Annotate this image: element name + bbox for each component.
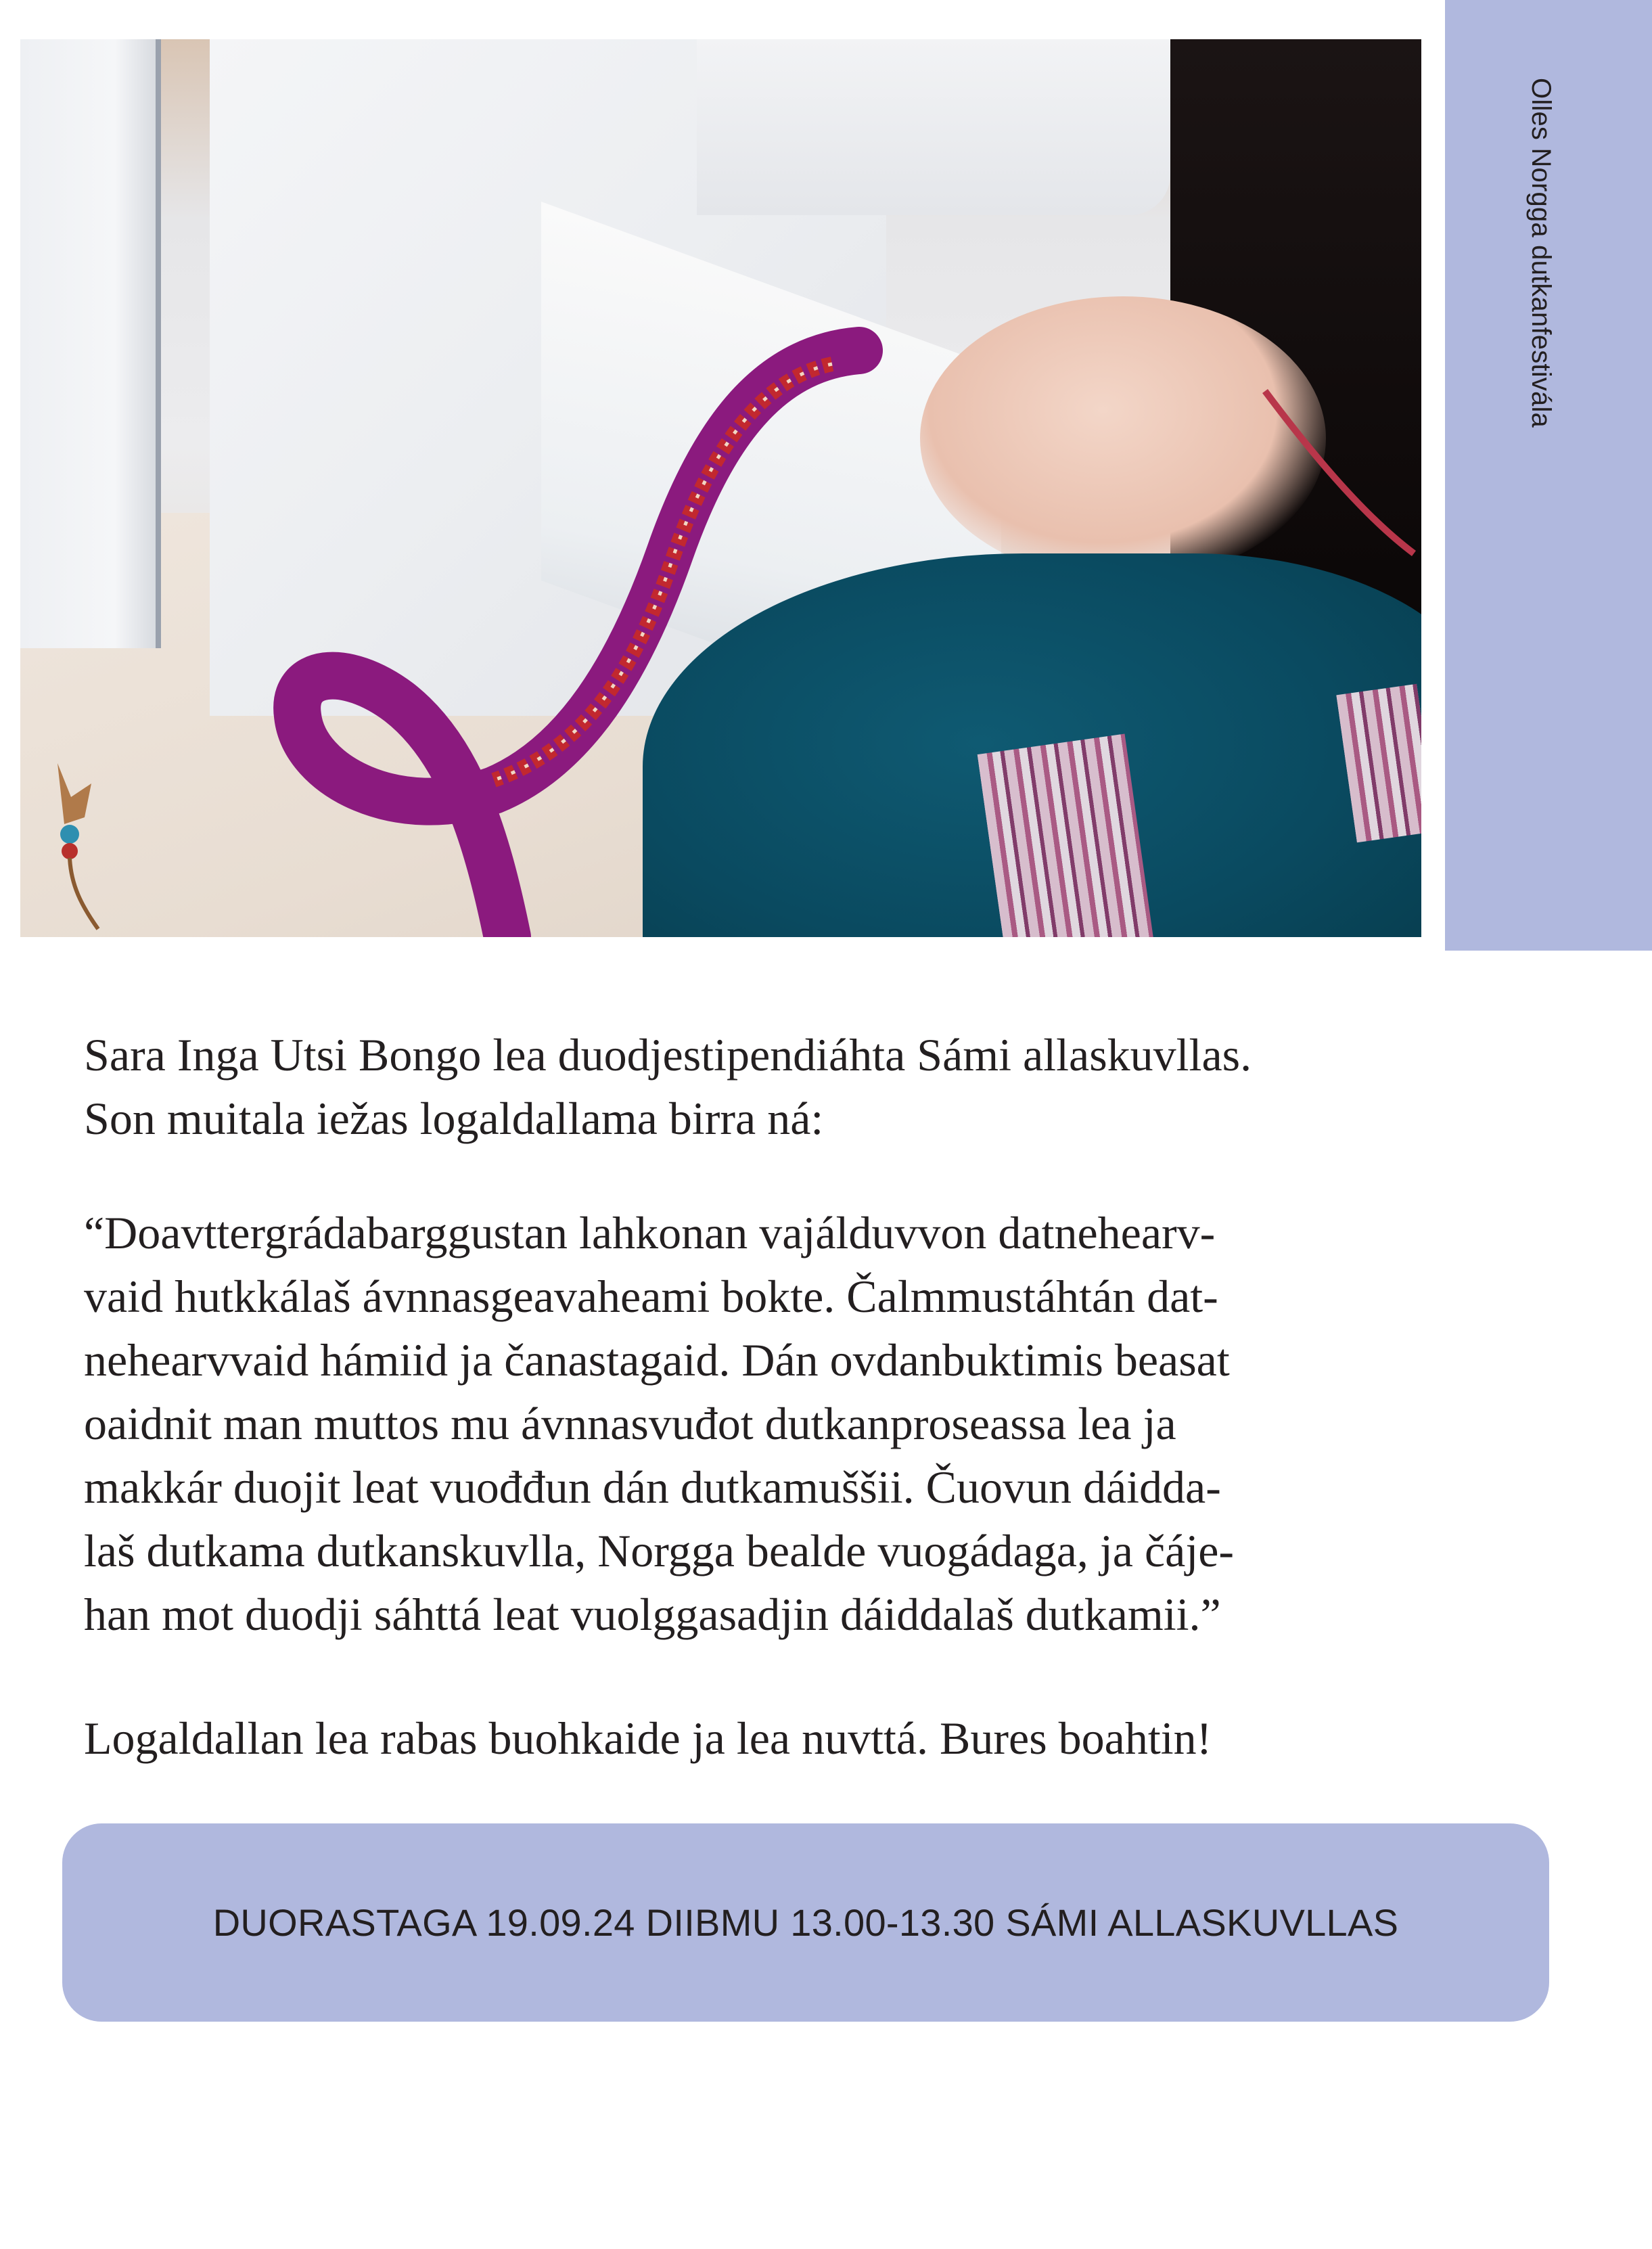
quote-line: laš dutkama dutkanskuvlla, Norgga bealde vuogádaga, ja čáje- [84,1525,1235,1576]
quote-line: nehearvvaid hámiid ja čanastagaid. Dán ovdanbuktimis beasat [84,1334,1230,1386]
quote-line: han mot duodji sáhttá leat vuolggasadjin dáiddalaš dutkamii.” [84,1589,1221,1640]
quote-paragraph [84,1201,1477,1646]
intro-line: Son muitala iežas logaldallama birra ná: [84,1093,824,1144]
closing-line: Logaldallan lea rabas buohkaide ja lea nuvttá. Bures boahtin! [84,1712,1212,1764]
photo-purple-ribbon [20,39,1421,937]
closing-paragraph [84,1706,1477,1770]
quote-line: makkár duojit leat vuođđun dán dutkamuššii. Čuovun dáidda- [84,1461,1221,1513]
quote-line: vaid hutkkálaš ávnnasgeavaheami bokte. Čalmmustáhtán dat- [84,1271,1218,1322]
photo-leather-charm [44,756,105,932]
intro-line: Sara Inga Utsi Bongo lea duodjestipendiáhta Sámi allaskuvllas. [84,1029,1252,1081]
event-banner [62,1823,1549,2022]
event-details: DUORASTAGA 19.09.24 DIIBMU 13.00-13.30 SÁMI ALLASKUVLLAS [212,1901,1399,1944]
quote-line: “Doavttergrádabarggustan lahkonan vajálduvvon datnehearv- [84,1207,1216,1258]
intro-paragraph [84,1023,1477,1150]
quote-line: oaidnit man muttos mu ávnnasvuđot dutkanproseassa lea ja [84,1398,1176,1449]
event-photo [20,39,1421,937]
festival-title: Olles Norgga dutkanfestivála [1526,78,1556,428]
